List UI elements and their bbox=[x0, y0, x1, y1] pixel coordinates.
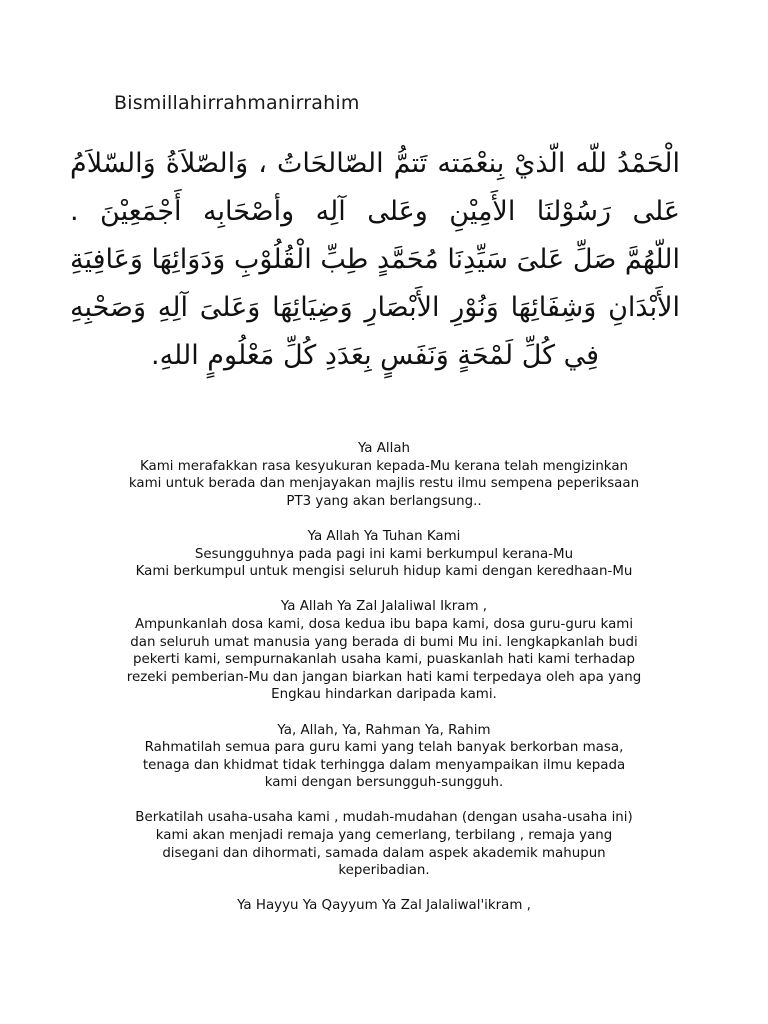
arabic-line: الْحَمْدُ للّه الّذيْ بِنعْمَته تَتمُّ الصّالحَاتُ ، وَالصّلاَةُ وَالسّلاَمُ bbox=[70, 148, 680, 179]
prayer-stanza bbox=[100, 722, 668, 792]
stanza-heading: Ya Allah Ya Tuhan Kami bbox=[307, 528, 461, 544]
stanza-heading: Ya Allah bbox=[357, 441, 411, 456]
stanza-line: kami akan menjadi remaja yang cemerlang, terbilang , remaja yang bbox=[155, 828, 613, 844]
stanza-line: PT3 yang akan berlangsung.. bbox=[286, 493, 482, 509]
arabic-line: الأَبْدَانِ وَشِفَائِهَا وَنُوْرِ الأَبْصَارِ وَضِيَائِهَا وَعَلىَ آلِهِ وَصَحْبِهِ bbox=[70, 292, 680, 323]
prayer-stanza bbox=[100, 809, 668, 879]
prayer-stanza bbox=[100, 528, 668, 581]
prayer-text bbox=[100, 440, 668, 933]
stanza-heading: Ya Hayyu Ya Qayyum Ya Zal Jalaliwal'ikram , bbox=[237, 898, 531, 914]
stanza-line: Kami berkumpul untuk mengisi seluruh hidup kami dengan keredhaan-Mu bbox=[135, 564, 633, 580]
prayer-stanza bbox=[100, 897, 668, 915]
stanza-line: Sesungguhnya pada pagi ini kami berkumpul kerana-Mu bbox=[194, 546, 574, 562]
stanza-line: Berkatilah usaha-usaha kami , mudah-mudahan (dengan usaha-usaha ini) bbox=[135, 810, 633, 826]
stanza-heading: Ya, Allah, Ya, Rahman Ya, Rahim bbox=[277, 722, 491, 738]
arabic-invocation bbox=[70, 140, 680, 380]
arabic-line: عَلى رَسُوْلنَا الأَمِيْنِ وعَلى آلِه وأصْحَابِه أَجْمَعِيْنَ . bbox=[70, 196, 680, 227]
stanza-line: keperibadian. bbox=[338, 863, 430, 879]
stanza-line: Kami merafakkan rasa kesyukuran kepada-Mu kerana telah mengizinkan bbox=[139, 458, 629, 474]
arabic-line: فِي كُلِّ لَمْحَةٍ وَنَفَسٍ بِعَدَدِ كُلِّ مَعْلُومٍ اللهِ. bbox=[150, 340, 600, 371]
document-title: Bismillahirrahmanirrahim bbox=[114, 92, 360, 114]
stanza-line: pekerti kami, sempurnakanlah usaha kami, puaskanlah hati kami terhadap bbox=[132, 652, 636, 668]
stanza-heading: Ya Allah Ya Zal Jalaliwal Ikram , bbox=[280, 599, 488, 615]
stanza-line: disegani dan dihormati, samada dalam aspek akademik mahupun bbox=[162, 845, 606, 861]
stanza-line: kami untuk berada dan menjayakan majlis restu ilmu sempena peperiksaan bbox=[128, 476, 640, 492]
stanza-line: tenaga dan khidmat tidak terhingga dalam menyampaikan ilmu kepada bbox=[142, 757, 626, 773]
prayer-stanza bbox=[100, 598, 668, 704]
prayer-stanza bbox=[100, 440, 668, 510]
stanza-line: Engkau hindarkan daripada kami. bbox=[271, 687, 497, 703]
arabic-line: اللّهُمَّ صَلِّ عَلىَ سَيِّدِنَا مُحَمَّدٍ طِبِّ الْقُلُوْبِ وَدَوَائِهَا وَعَافِيَةِ bbox=[70, 244, 680, 275]
stanza-line: kami dengan bersungguh-sungguh. bbox=[264, 775, 504, 791]
stanza-line: rezeki pemberian-Mu dan jangan biarkan hati kami terpedaya oleh apa yang bbox=[126, 669, 642, 685]
stanza-line: dan seluruh umat manusia yang berada di bumi Mu ini. lengkapkanlah budi bbox=[130, 634, 638, 650]
stanza-line: Ampunkanlah dosa kami, dosa kedua ibu bapa kami, dosa guru-guru kami bbox=[134, 616, 634, 632]
stanza-line: Rahmatilah semua para guru kami yang telah banyak berkorban masa, bbox=[144, 740, 624, 756]
